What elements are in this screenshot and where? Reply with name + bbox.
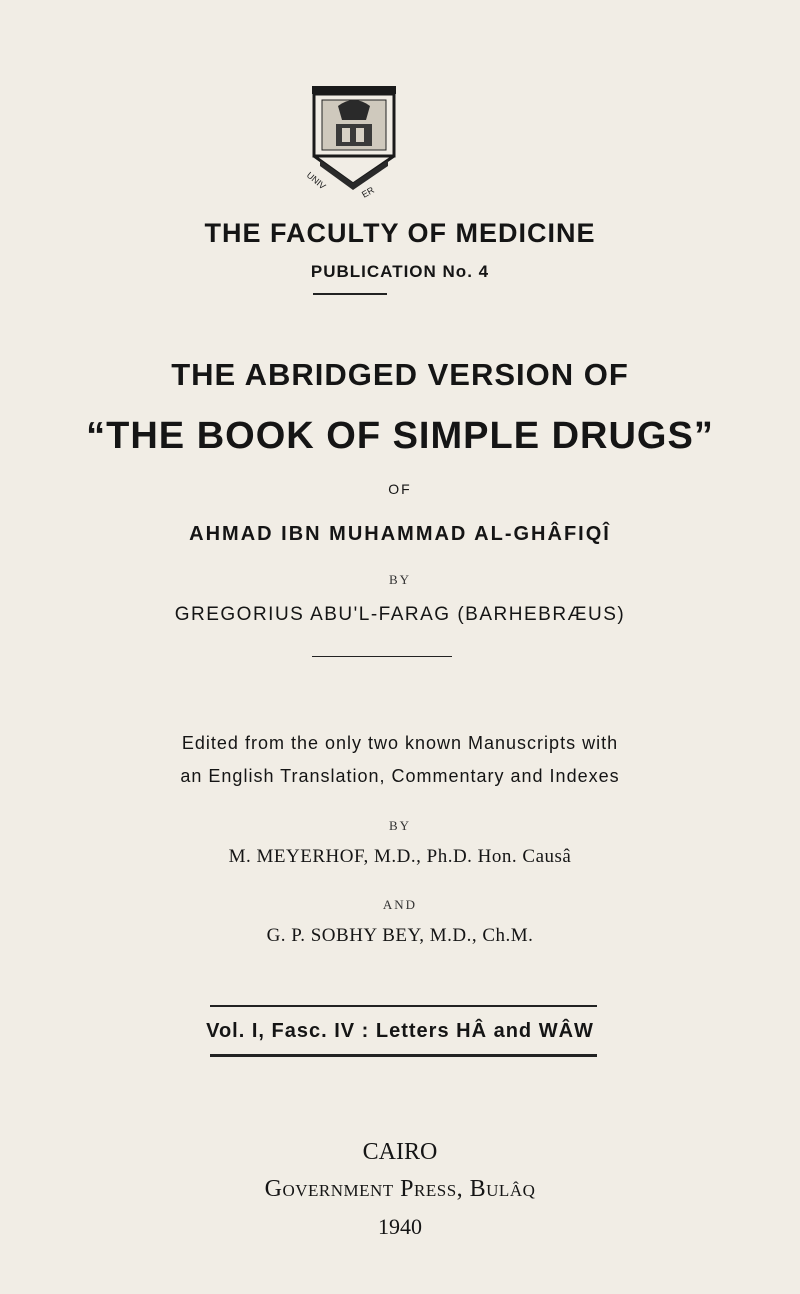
author-name: AHMAD IBN MUHAMMAD AL-GHÂFIQÎ: [189, 523, 611, 545]
edition-line-1: Edited from the only two known Manuscripts with: [181, 733, 619, 753]
university-seal-icon: [298, 80, 408, 202]
volume-label: Vol. I, Fasc. IV : Letters HÂ and WÂW: [206, 1020, 594, 1042]
svg-text:ER: ER: [360, 184, 376, 200]
volume-rule-top: [210, 1005, 597, 1007]
editor-meyerhof: M. MEYERHOF, M.D., Ph.D. Hon. Causâ: [228, 846, 572, 867]
editor-sobhy: G. P. SOBHY BEY, M.D., Ch.M.: [266, 925, 534, 946]
volume-rule-bottom: [210, 1054, 597, 1057]
by-label-2: BY: [388, 818, 412, 833]
divider-top: [313, 293, 387, 295]
divider-middle: [312, 656, 452, 657]
faculty-title: THE FACULTY OF MEDICINE: [204, 218, 596, 248]
imprint-city: CAIRO: [362, 1139, 438, 1165]
imprint-press: Government Press, Bulâq: [264, 1176, 536, 1202]
abridger-name: GREGORIUS ABU'L-FARAG (BARHEBRÆUS): [174, 604, 626, 625]
and-label: AND: [382, 897, 418, 912]
title-line-1: THE ABRIDGED VERSION OF: [171, 357, 629, 392]
of-label: OF: [388, 481, 412, 497]
book-title: “THE BOOK OF SIMPLE DRUGS”: [86, 415, 714, 457]
edition-line-2: an English Translation, Commentary and Indexes: [180, 766, 620, 786]
by-label-1: BY: [388, 572, 412, 587]
imprint-year: 1940: [378, 1214, 422, 1239]
publication-number: PUBLICATION No. 4: [310, 262, 490, 281]
svg-text:UNIV: UNIV: [304, 169, 328, 192]
